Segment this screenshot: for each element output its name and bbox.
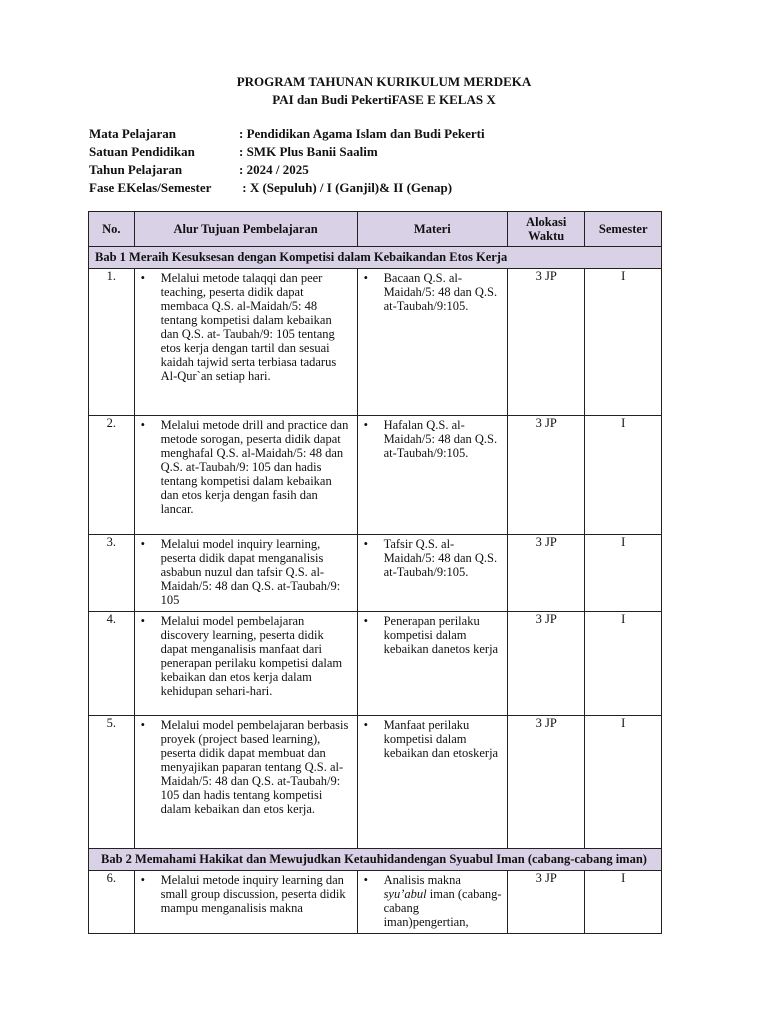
row-number: 3. <box>89 535 135 612</box>
materi-text-end: iman (cabang-cabang iman)pengertian, <box>383 887 502 929</box>
bullet-icon: • <box>140 537 145 551</box>
alur-text: Melalui metode inquiry learning dan small group discussion, peserta didik mampu menganalisis makna <box>160 873 346 915</box>
bullet-icon: • <box>363 271 368 285</box>
semester-cell: I <box>585 535 662 612</box>
semester-cell: I <box>585 871 662 934</box>
materi-text <box>384 873 503 929</box>
semester-cell: I <box>585 416 662 535</box>
alokasi-cell: 3 JP <box>508 416 585 535</box>
table-row <box>89 871 662 934</box>
table-row <box>89 716 662 849</box>
materi-cell <box>357 269 507 416</box>
semester-cell: I <box>585 612 662 716</box>
alur-text: Melalui metode drill and practice dan metode sorogan, peserta didik dapat menghafal Q.S. al-Maidah/5: 48 dan Q.S. at-Taubah/9: 105 dan hadis tentang kompetisi dalam kebaikan dan etos kerja dengan fasih dan lancar. <box>160 418 349 516</box>
row-number: 6. <box>89 871 135 934</box>
meta-label: Mata Pelajaran <box>89 126 177 141</box>
header-materi: Materi <box>357 212 507 247</box>
alur-cell <box>134 269 357 416</box>
row-number: 1. <box>89 269 135 416</box>
chapter-title: Bab 2 Memahami Hakikat dan Mewujudkan Ketauhidandengan Syuabul Iman (cabang-cabang iman) <box>101 852 647 866</box>
row-number: 4. <box>89 612 135 716</box>
bullet-icon: • <box>363 537 368 551</box>
header-semester: Semester <box>585 212 662 247</box>
materi-text: Manfaat perilaku kompetisi dalam kebaikan dan etoskerja <box>383 718 499 760</box>
meta-row <box>89 143 485 161</box>
materi-cell <box>357 871 507 934</box>
row-number: 2. <box>89 416 135 535</box>
materi-text-start: Analisis makna <box>383 873 461 887</box>
document-subtitle: PAI dan Budi PekertiFASE E KELAS X <box>272 92 496 107</box>
semester-cell: I <box>585 269 662 416</box>
chapter-cell <box>89 849 662 871</box>
bullet-icon: • <box>140 271 145 285</box>
program-table <box>88 211 662 934</box>
table-row <box>89 269 662 416</box>
alur-cell <box>134 871 357 934</box>
materi-text: Penerapan perilaku kompetisi dalam kebaikan danetos kerja <box>383 614 499 656</box>
bullet-icon: • <box>140 873 145 887</box>
alur-text: Melalui model pembelajaran discovery learning, peserta didik dapat menganalisis manfaat dari penerapan perilaku kompetisi dalam kebaikan dan etos kerja dalam kehidupan sehari-hari. <box>160 614 343 698</box>
meta-value: : 2024 / 2025 <box>239 162 309 177</box>
header-no: No. <box>89 212 135 247</box>
meta-value: : SMK Plus Banii Saalim <box>239 144 378 159</box>
bullet-icon: • <box>363 718 368 732</box>
identity-block <box>89 125 485 197</box>
row-number: 5. <box>89 716 135 849</box>
bullet-icon: • <box>140 614 145 628</box>
materi-cell <box>357 612 507 716</box>
alur-cell <box>134 716 357 849</box>
meta-label: Satuan Pendidikan <box>89 144 195 159</box>
document-title: PROGRAM TAHUNAN KURIKULUM MERDEKA <box>236 74 532 89</box>
alur-cell <box>134 416 357 535</box>
table-header-row <box>89 212 662 247</box>
materi-cell <box>357 716 507 849</box>
table-row <box>89 612 662 716</box>
bullet-icon: • <box>363 873 368 887</box>
bullet-icon: • <box>140 718 145 732</box>
materi-text: Bacaan Q.S. al-Maidah/5: 48 dan Q.S. at-Taubah/9:105. <box>383 271 498 313</box>
meta-value: : Pendidikan Agama Islam dan Budi Pekerti <box>239 126 485 141</box>
meta-label: Fase EKelas/Semester <box>89 180 212 195</box>
meta-row <box>89 161 485 179</box>
materi-cell <box>357 535 507 612</box>
alur-cell <box>134 535 357 612</box>
alokasi-cell: 3 JP <box>508 535 585 612</box>
alur-text: Melalui metode talaqqi dan peer teaching, peserta didik dapat membaca Q.S. al-Maidah/5: 48 tentang kompetisi dalam kebaikan dan Q.S. at- Taubah/9: 105 tentang etos kerja dengan tartil dan sesuai kaidah tajwid serta terbiasa tadarus Al-Qur`an setiap hari. <box>160 271 337 383</box>
alokasi-cell: 3 JP <box>508 871 585 934</box>
header-alokasi: Alokasi Waktu <box>508 212 585 247</box>
bullet-icon: • <box>363 418 368 432</box>
materi-italic-term: syu’abul <box>383 887 427 901</box>
header-alur: Alur Tujuan Pembelajaran <box>134 212 357 247</box>
table-row <box>89 535 662 612</box>
bullet-icon: • <box>140 418 145 432</box>
alur-text: Melalui model pembelajaran berbasis proyek (project based learning), peserta didik dapat membuat dan menyajikan paparan tentang Q.S. al-Maidah/5: 48 dan Q.S. at-Taubah/9: 105 dan hadis tentang kompetisi dalam kebaikan dan etos kerja. <box>160 718 349 816</box>
materi-text: Tafsir Q.S. al-Maidah/5: 48 dan Q.S. at-Taubah/9:105. <box>383 537 498 579</box>
materi-text: Hafalan Q.S. al-Maidah/5: 48 dan Q.S. at-Taubah/9:105. <box>383 418 498 460</box>
meta-label: Tahun Pelajaran <box>89 162 183 177</box>
meta-value: : X (Sepuluh) / I (Ganjil)& II (Genap) <box>239 180 453 195</box>
semester-cell: I <box>585 716 662 849</box>
alur-text: Melalui model inquiry learning, peserta didik dapat menganalisis asbabun nuzul dan tafsir Q.S. al-Maidah/5: 48 dan Q.S. at-Taubah/9: 105 <box>160 537 341 607</box>
bullet-icon: • <box>363 614 368 628</box>
chapter-row <box>89 849 662 871</box>
meta-row <box>89 179 485 197</box>
meta-row <box>89 125 485 143</box>
chapter-row <box>89 247 662 269</box>
alur-cell <box>134 612 357 716</box>
alokasi-cell: 3 JP <box>508 716 585 849</box>
alokasi-cell: 3 JP <box>508 612 585 716</box>
table-row <box>89 416 662 535</box>
alokasi-cell: 3 JP <box>508 269 585 416</box>
chapter-title: Bab 1 Meraih Kesuksesan dengan Kompetisi dalam Kebaikandan Etos Kerja <box>89 247 662 269</box>
materi-cell <box>357 416 507 535</box>
